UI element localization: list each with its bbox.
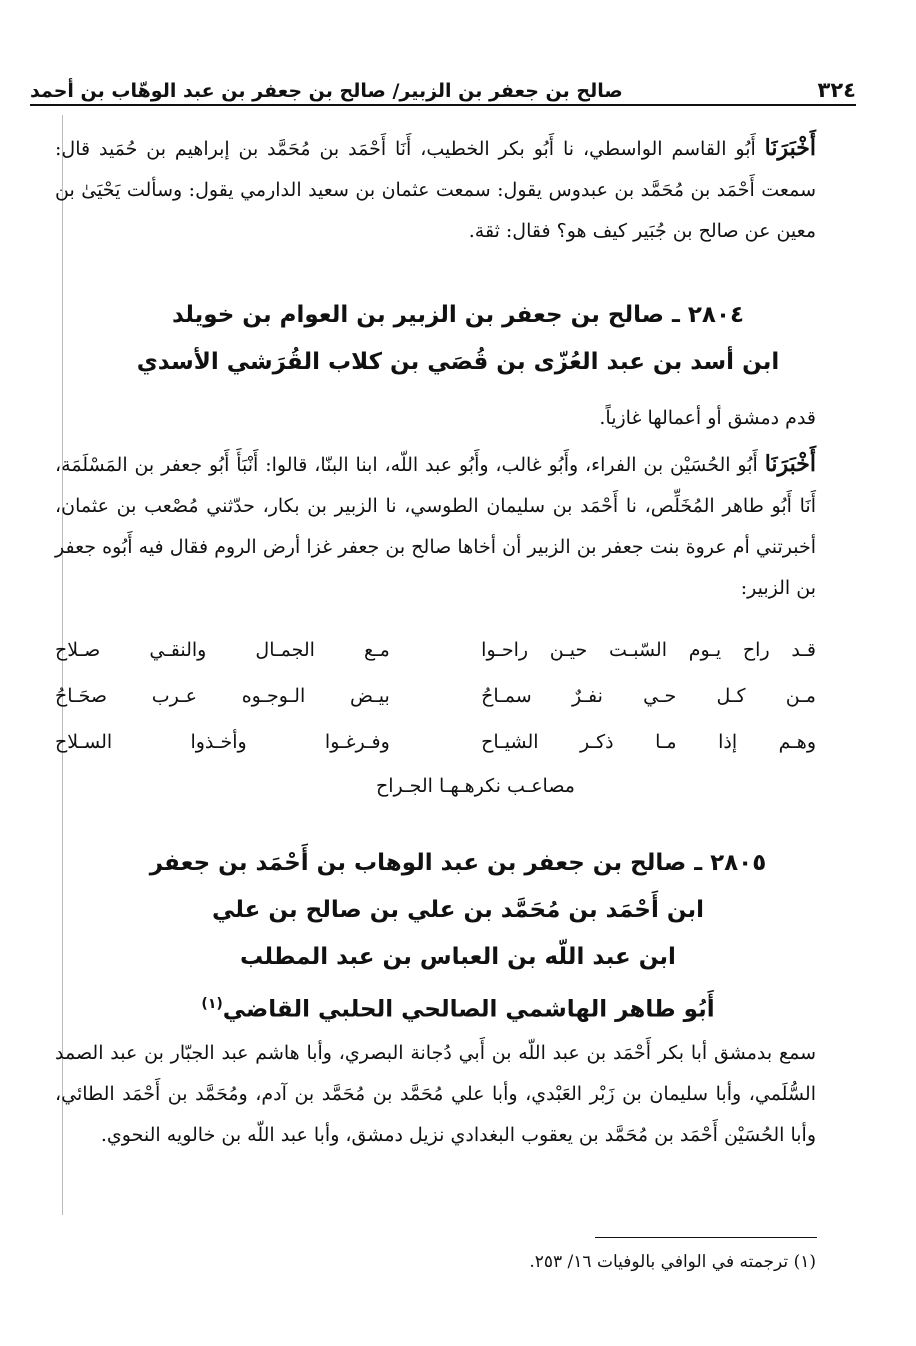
entry-2805-heading-line4-text: أَبُو طاهر الهاشمي الصالحي الحلبي القاضي bbox=[222, 996, 715, 1023]
entry-2805-heading-line2: ابن أَحْمَد بن مُحَمَّد بن علي بن صالح بن علي bbox=[211, 897, 705, 923]
page-number: ٣٢٤ bbox=[817, 78, 856, 102]
intro-text: أَبُو القاسم الواسطي، نا أَبُو بكر الخطيب، أَنَا أَحْمَد بن مُحَمَّد بن إبراهيم بن حُمَيد قال: سمعت أَحْمَد بن مُحَمَّد بن عبدوس يقول: سمعت عثمان بن سعيد الدارمي يقول: وسألت يَحْيَىٰ بن معين عن صالح بن جُبَير كيف هو؟ فقال: ثقة. bbox=[55, 138, 816, 242]
running-header bbox=[30, 62, 856, 102]
intro-lead-word: أَخْبَرَنَا bbox=[764, 135, 816, 161]
running-title: صالح بن جعفر بن الزبير/ صالح بن جعفر بن عبد الوهّاب بن أحمد bbox=[30, 80, 623, 102]
poem-verse-1 bbox=[55, 627, 816, 673]
entry-2804-text: أَبُو الحُسَيْن بن الفراء، وأَبُو غالب، وأَبُو عبد اللّه، ابنا البنّا، قالوا: أَنْبَأَ أَبُو جعفر بن المَسْلَمَة، أَنَا أَبُو طاهر المُخَلِّص، نا أَحْمَد بن سليمان الطوسي، نا الزبير بن بكار، حدّثني مُصْعب بن عثمان، أخبرتني أم عروة بنت جعفر بن الزبير أن أخاها صالح بن جعفر غزا أرض الروم فقال فيه أَبُوه جعفر بن الزبير: bbox=[55, 454, 816, 599]
footnote-reference: (١) bbox=[201, 996, 223, 1012]
entry-2804-note bbox=[55, 398, 816, 439]
header-rule bbox=[30, 104, 856, 106]
poem-final-line: مصاعـب نكرهـهـا الجـراح bbox=[376, 775, 575, 797]
entry-2805-heading-line4 bbox=[70, 981, 846, 1034]
entry-2804-heading bbox=[70, 292, 846, 386]
poem-verse-3 bbox=[55, 719, 816, 765]
entry-2805-heading-line1: ٢٨٠٥ ـ صالح بن جعفر بن عبد الوهاب بن أَحْمَد بن جعفر bbox=[149, 850, 767, 876]
poem bbox=[55, 627, 816, 807]
poem-verse-2-first: مـن كـل حـي نفـرٌ سمـاحُ bbox=[481, 685, 816, 707]
poem-verse-2-second: بيـض الـوجـوه عـرب صحَـاحُ bbox=[55, 685, 390, 707]
entry-2804-paragraph bbox=[55, 444, 816, 609]
entry-2805-heading bbox=[70, 840, 846, 1034]
poem-verse-1-second: مـع الجمـال والنقـي صـلاح bbox=[55, 639, 390, 661]
poem-verse-1-first: قـد راح يـوم السّبـت حيـن راحـوا bbox=[481, 639, 816, 661]
entry-2805-paragraph bbox=[55, 1033, 816, 1156]
entry-2805-heading-line3: ابن عبد اللّه بن العباس بن عبد المطلب bbox=[240, 944, 676, 970]
entry-2804-heading-line2: ابن أسد بن عبد العُزّى بن قُصَي بن كلاب القُرَشي الأسدي bbox=[136, 349, 780, 375]
footnote-rule bbox=[595, 1237, 817, 1238]
poem-verse-2 bbox=[55, 673, 816, 719]
entry-2804-note-text: قدم دمشق أو أعمالها غازياً. bbox=[599, 407, 816, 429]
poem-verse-3-first: وهـم إذا مـا ذكـر الشيـاح bbox=[481, 731, 816, 753]
poem-verse-3-second: وفـرغـوا وأخـذوا السـلاح bbox=[55, 731, 390, 753]
entry-2805-text: سمع بدمشق أبا بكر أَحْمَد بن عبد اللّه بن أَبي دُجانة البصري، وأبا هاشم عبد الجبّار بن عبد الصمد السُّلَمي، وأبا سليمان بن زَبْر العَبْدي، وأبا علي مُحَمَّد بن مُحَمَّد بن آدم، ومُحَمَّد بن أَحْمَد الطائي، وأبا الحُسَيْن أَحْمَد بن مُحَمَّد بن يعقوب البغدادي نزيل دمشق، وأبا عبد اللّه بن خالويه النحوي. bbox=[55, 1042, 816, 1146]
footnote: (١) ترجمته في الوافي بالوفيات ١٦/ ٢٥٣. bbox=[529, 1252, 816, 1272]
intro-paragraph bbox=[55, 128, 816, 252]
entry-2804-lead-word: أَخْبَرَنَا bbox=[764, 451, 817, 477]
entry-2804-heading-line1: ٢٨٠٤ ـ صالح بن جعفر بن الزبير بن العوام بن خويلد bbox=[171, 302, 745, 328]
